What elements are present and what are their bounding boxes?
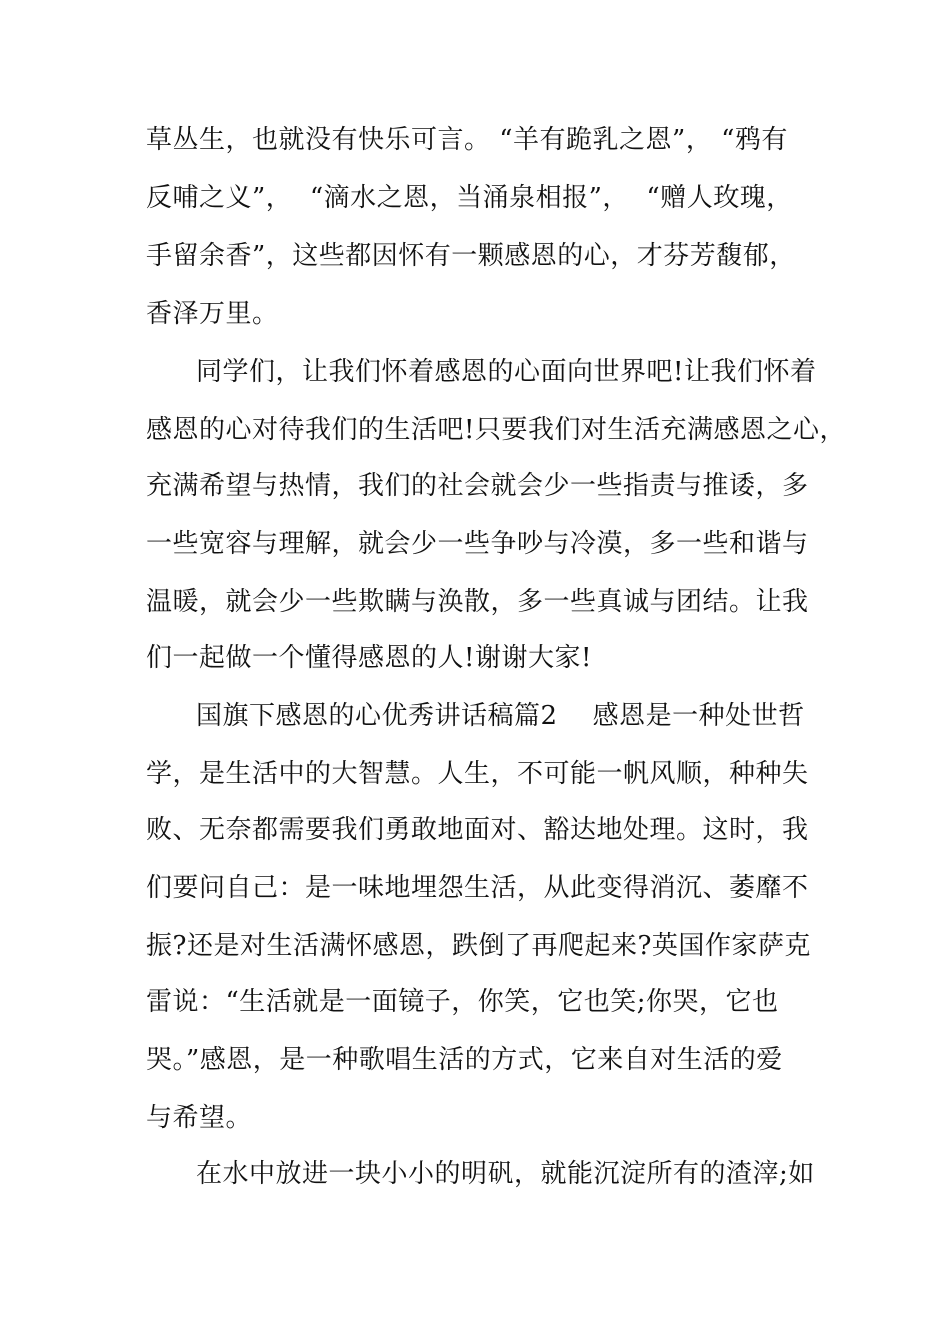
- paragraph-first-line: 同学们，让我们怀着感恩的心面向世界吧!让我们怀着: [196, 357, 817, 387]
- text-line: 哭。”感恩，是一种歌唱生活的方式，它来自对生活的爱: [146, 1045, 783, 1075]
- text-line: 感恩的心对待我们的生活吧!只要我们对生活充满感恩之心，: [146, 415, 846, 445]
- text-line: 们要问自己：是一味地埋怨生活，从此变得消沉、萎靡不: [146, 873, 809, 903]
- text-line: 草丛生，也就没有快乐可言。 “羊有跪乳之恩”， “鸦有: [146, 125, 788, 155]
- text-line: 温暖，就会少一些欺瞒与涣散，多一些真诚与团结。让我: [146, 587, 809, 617]
- text-line: 与希望。: [146, 1103, 253, 1133]
- text-line: 学，是生活中的大智慧。人生，不可能一帆风顺，种种失: [146, 759, 809, 789]
- text-line: 反哺之义”， “滴水之恩，当涌泉相报”， “赠人玫瑰，: [146, 183, 793, 213]
- text-line: 雷说：“生活就是一面镜子，你笑，它也笑;你哭，它也: [146, 987, 779, 1017]
- text-line: 振?还是对生活满怀感恩，跌倒了再爬起来?英国作家萨克: [146, 931, 811, 961]
- text-line: 一些宽容与理解，就会少一些争吵与冷漠，多一些和谐与: [146, 529, 809, 559]
- text-line: 香泽万里。: [146, 299, 279, 329]
- text-line: 们一起做一个懂得感恩的人!谢谢大家!: [146, 643, 592, 673]
- text-line: 充满希望与热情，我们的社会就会少一些指责与推诿，多: [146, 471, 809, 501]
- text-line: 手留余香”，这些都因怀有一颗感恩的心，才芬芳馥郁，: [146, 241, 796, 271]
- text-line: 败、无奈都需要我们勇敢地面对、豁达地处理。这时，我: [146, 815, 809, 845]
- paragraph-first-line: 国旗下感恩的心优秀讲话稿篇2 感恩是一种处世哲: [196, 701, 805, 731]
- paragraph-first-line: 在水中放进一块小小的明矾，就能沉淀所有的渣滓;如: [196, 1159, 815, 1189]
